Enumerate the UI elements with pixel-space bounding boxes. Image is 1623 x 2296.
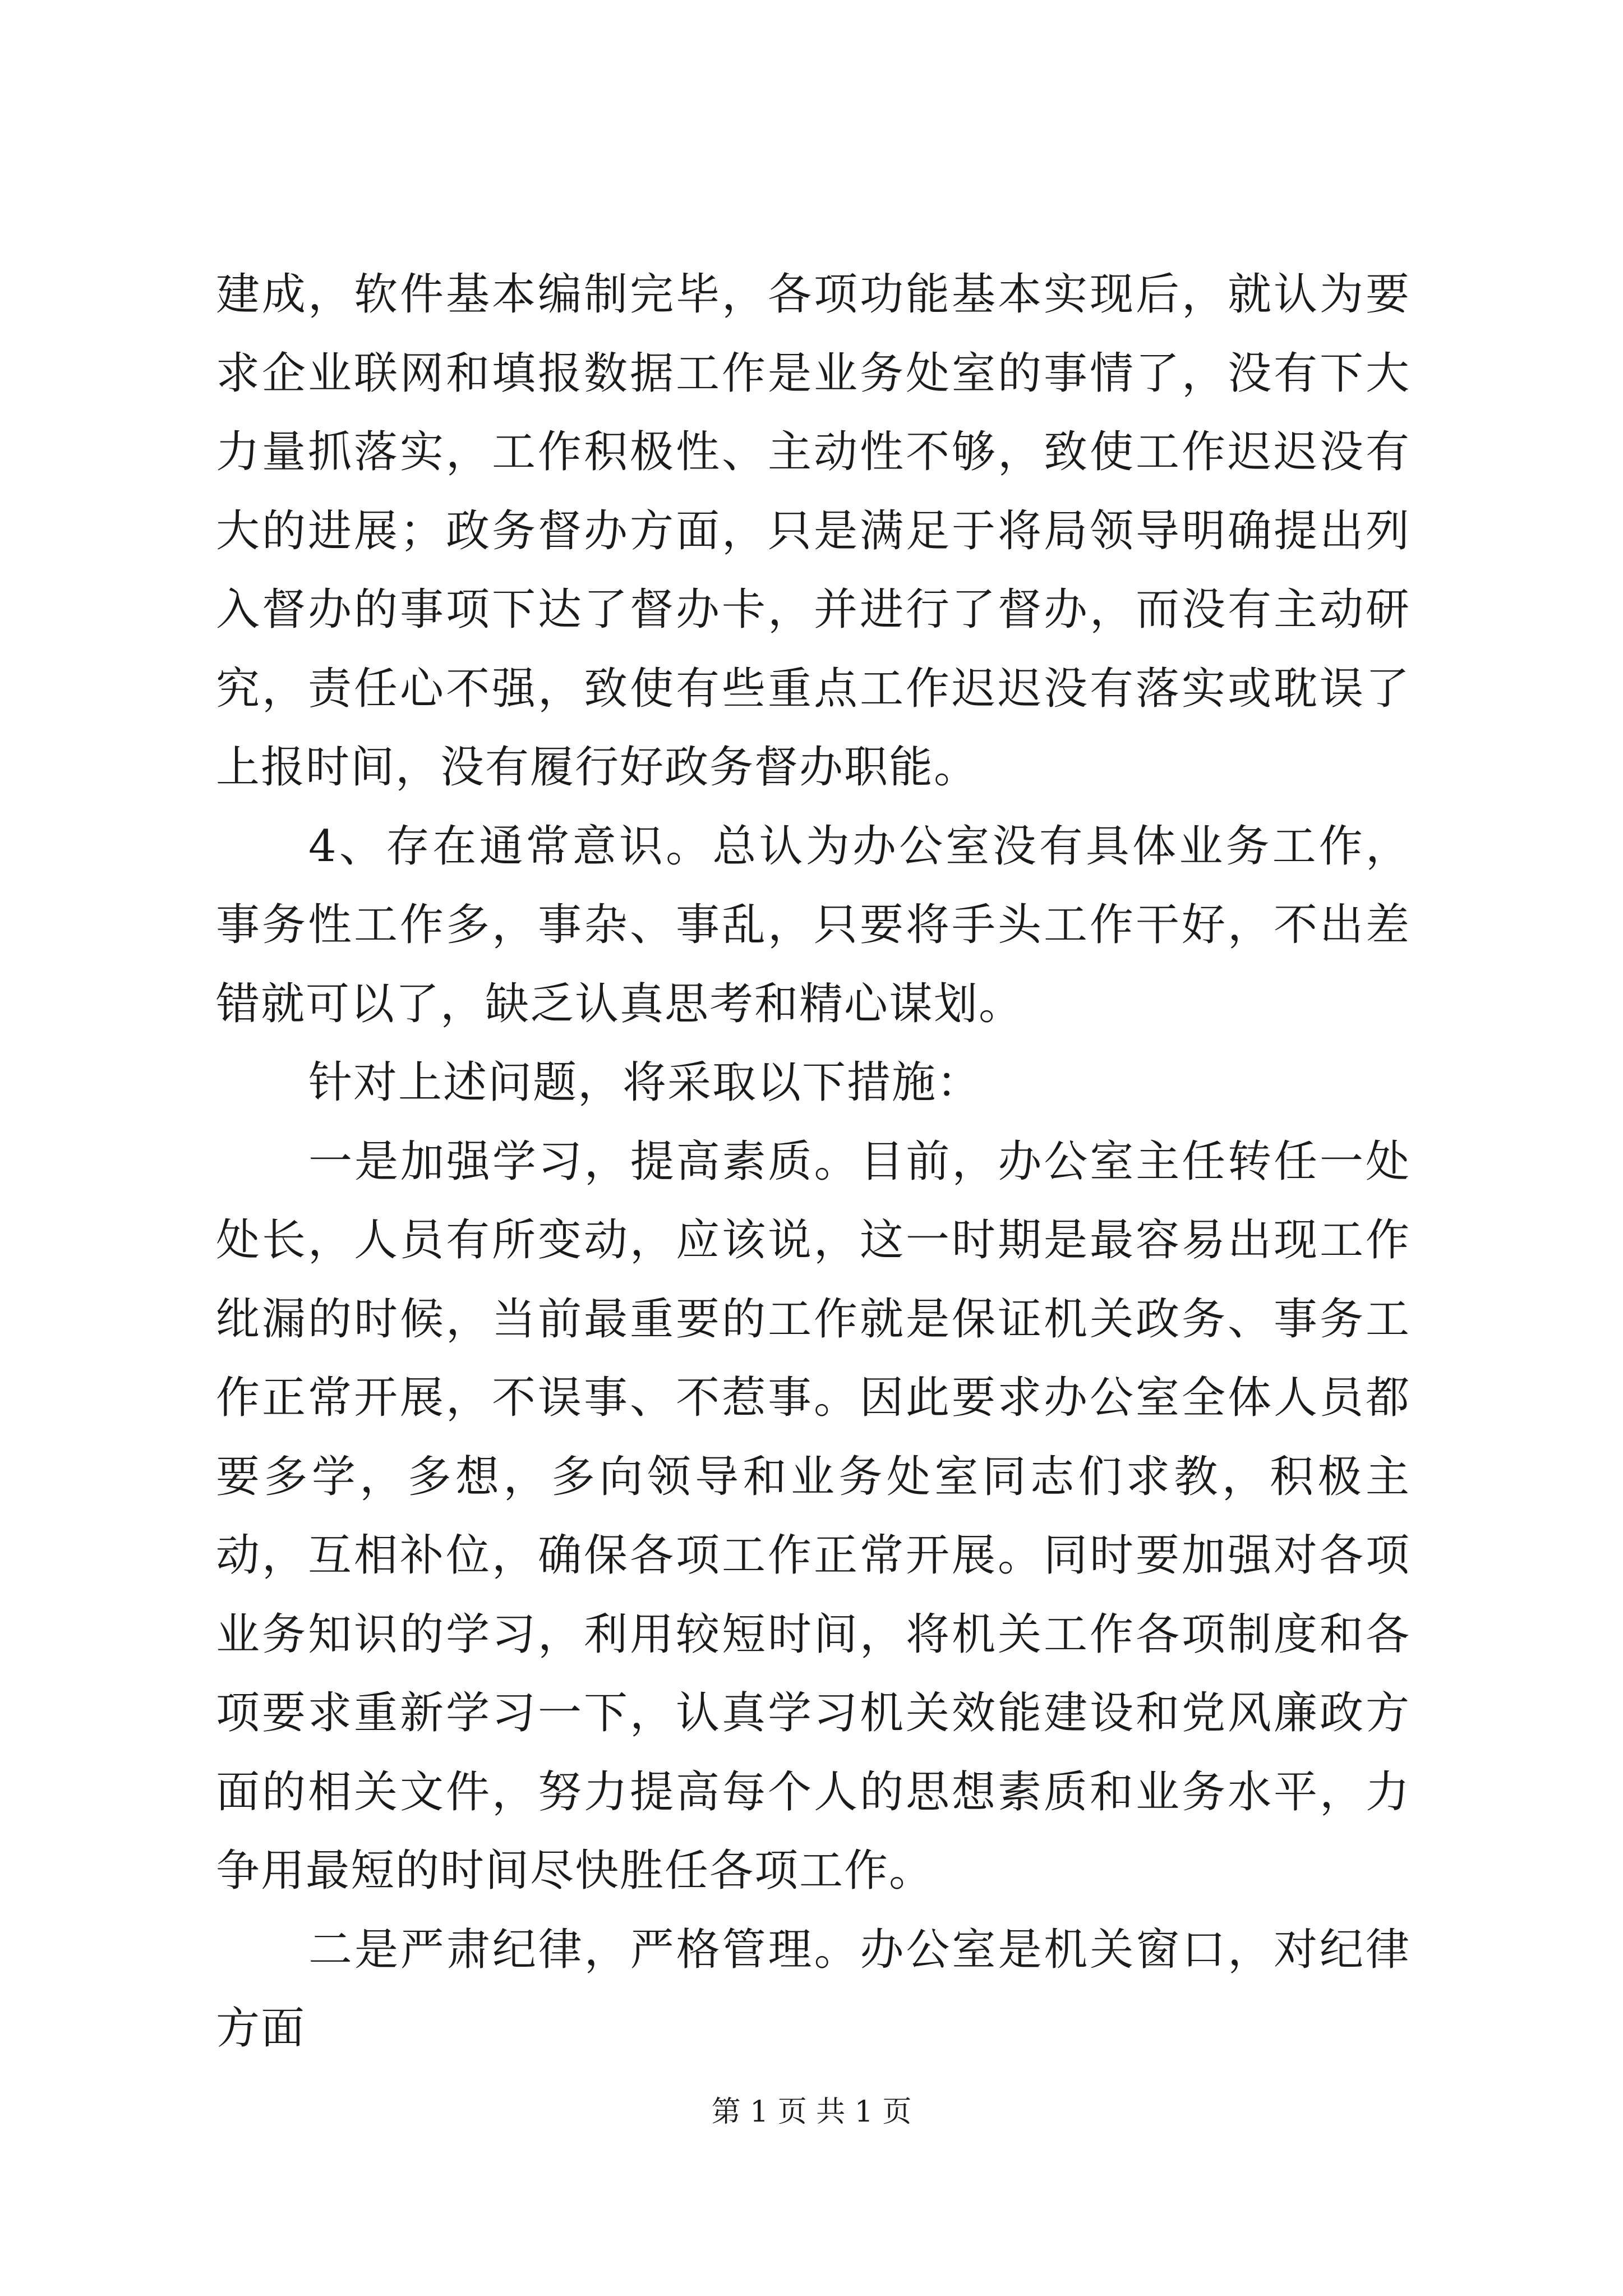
paragraph-5: 二是严肃纪律，严格管理。办公室是机关窗口，对纪律方面 [216,1924,1410,2054]
document-body [216,255,1410,2068]
page-footer: 第 1 页 共 1 页 [711,2095,912,2129]
paragraph-2: 4、存在通常意识。总认为办公室没有具体业务工作，事务性工作多，事杂、事乱，只要将手头工作干好，不出差错就可以了，缺乏认真思考和精心谋划。 [216,821,1410,1029]
paragraph-4: 一是加强学习，提高素质。目前，办公室主任转任一处处长，人员有所变动，应该说，这一时期是最容易出现工作纰漏的时候，当前最重要的工作就是保证机关政务、事务工作正常开展，不误事、不惹事。因此要求办公室全体人员都要多学，多想，多向领导和业务处室同志们求教，积极主动，互相补位，确保各项工作正常开展。同时要加强对各项业务知识的学习，利用较短时间，将机关工作各项制度和各项要求重新学习一下，认真学习机关效能建设和党风廉政方面的相关文件，努力提高每个人的思想素质和业务水平，力争用最短的时间尽快胜任各项工作。 [216,1136,1410,1896]
paragraph-1: 建成，软件基本编制完毕，各项功能基本实现后，就认为要求企业联网和填报数据工作是业务处室的事情了，没有下大力量抓落实，工作积极性、主动性不够，致使工作迟迟没有大的进展；政务督办方面，只是满足于将局领导明确提出列入督办的事项下达了督办卡，并进行了督办，而没有主动研究，责任心不强，致使有些重点工作迟迟没有落实或耽误了上报时间，没有履行好政务督办职能。 [216,269,1410,793]
paragraph-3: 针对上述问题，将采取以下措施： [308,1057,982,1108]
